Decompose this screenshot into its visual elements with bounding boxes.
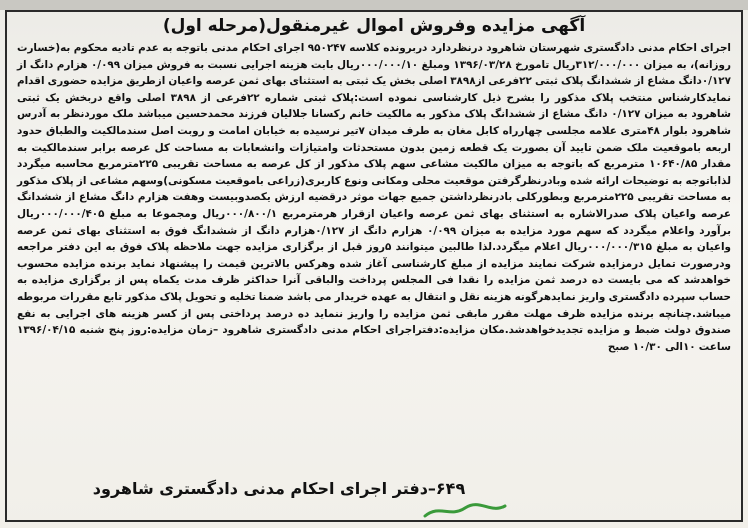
- clipping-top-edge: [0, 0, 748, 10]
- notice-title: آگهی مزایده وفروش اموال غیرمنقول(مرحله اول): [162, 16, 586, 36]
- green-handwriting-mark: [420, 500, 510, 520]
- notice-body: اجرای احکام مدنی دادگستری شهرستان شاهرود درنظردارد دربرونده کلاسه ۹۵۰۲۴۷ اجرای احکام مدنی باتوجه به عدم تادیه محکوم به(خسارت روزانه)، به میزان ۳۱۲/۰۰۰/۰۰۰ریال تامورخ ۱۳۹۶/۰۳/۲۸ ومبلغ ۰۰۰/۰۰۰/۱۰ریال بابت هزینه اجرایی نسبت به فروش میزان ۰/۰۹۹ هزارم دانگ از ۰/۱۲۷دانگ مشاع از ششدانگ پلاک ثبتی ۲۲فرعی از۳۸۹۸ اصلی بخش یک ثبتی به استثنای بهای ثمن عرصه واعیان ازطریق مزایده حضوری اقدام نمایدکارشناس منتخب پلاک مذکور را بشرح ذیل کارشناسی نموده است:پلاک ثبتی شماره ۲۲فرعی از ۳۸۹۸ اصلی واقع دربخش یک ثبتی شاهرود به میزان ۰/۱۲۷ دانگ مشاع از ششدانگ پلاک مذکور به مالکیت خانم رکسانا جلالیان فرزند محمدحسین میباشد ملک موردنظر به آدرس شاهرود بلوار ۴۸متری علامه مجلسی چهارراه کابل مغان به طرف میدان ۷تیر نرسیده به خیابان امامت و روبت اصل سندمالکیت والطباق حدود اربعه باموقعیت ملک ضمن تایید آن بصورت یک قطعه زمین بدون مستحدثات وامتیازات وانشعابات به مساحت کل عرصه برابر سندمالکیت به مقدار ۱۰۶۴۰/۸۵ مترمربع که باتوجه به میزان مالکیت مشاعی سهم پلاک مذکور از کل عرصه به مساحت تقریبی ۲۲۵مترمربع محاسبه میگردد لذاباتوجه به توضیحات ارائه شده وبادرنظرگرفتن موقعیت محلی ومکانی ونوع کاربری(زراعی باموقعیت مسکونی)وسهم مشاعی از پلاک مذکور به مساحت تقریبی ۲۲۵مترمربع وبطورکلی بادرنظرداشتن جمیع جهات موثر درقضیه ارزش یکصدوبیست وهفت هزارم دانگ مشاع از ششدانگ عرصه واعیان پلاک صدرالاشاره به استثنای بهای ثمن عرصه واعیان ازقرار هرمترمربع ۰۰۰/۸۰۰/۱ریال ومجموعا به مبلغ ۰۰۰/۰۰۰/۴۰۵ریال برآورد واعلام میگردد که سهم مورد مزایده به میزان ۰/۰۹۹ هزارم دانگ از ۰/۱۲۷هزارم دانگ از ششدانگ فوق به استثنای بهای ثمن عرصه واعیان به مبلغ ۰۰۰/۰۰۰/۳۱۵ریال اعلام میگردد.لذا طالبین میتوانند ۵روز قبل از برگزاری مزایده جهت ملاحظه پلاک فوق به این دفتر مراجعه ودرصورت تمایل درمزایده شرکت نمایند مزایده از مبلغ کارشناسی آغاز شده وهرکس بالاترین قیمت را پیشنهاد نماید برنده مزایده محسوب خواهدشد که می بایست ده درصد ثمن مزایده را نقدا فی المجلس پرداخت والباقی آنرا حداکثر ظرف مدت یکماه پس از برگزاری مزایده به حساب سپرده دادگستری واریز نمایدهرگونه هزینه نقل و انتقال به عهده خریدار می باشد ضمنا تخلیه و تحویل پلاک مذکور تابع مقررات مربوطه میباشد.چنانچه برنده مزایده ظرف مهلت مقرر مابقی ثمن مزایده را واریز ننماید ده درصد پرداختی پس از کسر هزینه های اجرایی به نفع صندوق دولت ضبط و مزایده تجدیدخواهدشد.مکان مزایده:دفتراجرای احکام مدنی دادگستری شاهرود –زمان مزایده:روز پنج شنبه ۱۳۹۶/۰۴/۱۵ ساعت ۱۰الی ۱۰/۳۰ صبح: [17, 42, 732, 353]
- notice-frame: [5, 10, 743, 522]
- notice-footer: ۶۴۹–دفتر اجرای احکام مدنی دادگستری شاهرود: [92, 479, 466, 498]
